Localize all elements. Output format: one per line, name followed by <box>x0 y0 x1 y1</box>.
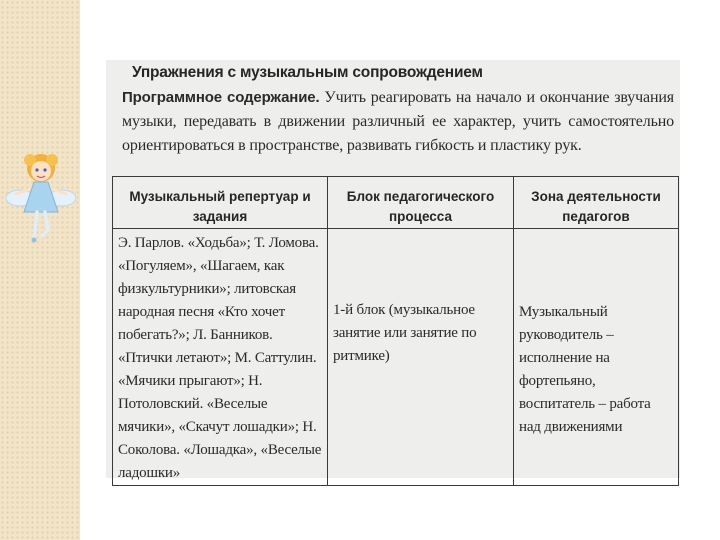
header-zone: Зона деятельности педагогов <box>514 177 679 229</box>
scanned-page <box>106 60 680 481</box>
section-heading: Упражнения с музыкальным сопровождением <box>132 64 483 81</box>
cell-block: 1-й блок (музыкальное занятие или занятие по ритмике) <box>328 229 514 486</box>
fairy-icon <box>6 150 76 250</box>
program-text: Учить реагировать на начало и окончание звучания музыки, передавать в движении различный ее характер, учить самостоятельно ориентироваться в пространстве, развивать гибкость и пластику рук. <box>122 89 674 154</box>
program-label: Программное содержание. <box>122 89 320 106</box>
repertoire-table <box>112 176 679 486</box>
table-header-row <box>113 177 679 229</box>
program-paragraph <box>122 86 674 158</box>
cell-zone: Музыкальный руководитель – исполнение на фортепьяно, воспитатель – работа над движениями <box>514 229 679 486</box>
cell-repertoire: Э. Парлов. «Ходьба»; Т. Ломова. «Погуляем», «Шагаем, как физкультурники»; литовская народная песня «Кто хочет побегать?»; Л. Банников. «Птички летают»; М. Саттулин. «Мячики прыгают»; Н. Потоловский. «Веселые мячики», «Скачут лошадки»; Н. Соколова. «Лошадка», «Веселые ладошки» <box>113 229 328 486</box>
header-block: Блок педагогического процесса <box>328 177 514 229</box>
decorative-left-strip <box>0 0 80 540</box>
table-row <box>113 229 679 486</box>
header-repertoire: Музыкальный репертуар и задания <box>113 177 328 229</box>
